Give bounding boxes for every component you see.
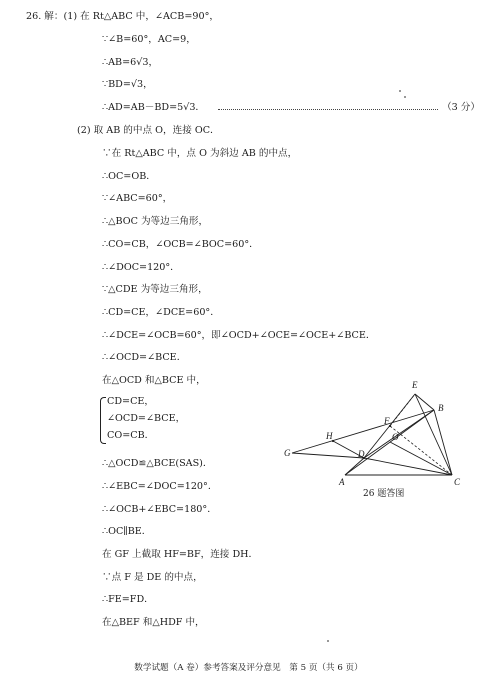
solution-line: ∴∠DCE=∠OCB=60°，即∠OCD+∠OCE=∠OCE+∠BCE． bbox=[102, 330, 376, 341]
geometry-figure bbox=[284, 374, 474, 503]
solution-line: ∴∠OCB+∠EBC=180°． bbox=[102, 504, 217, 515]
solution-line: 在 GF 上截取 HF=BF，连接 DH． bbox=[102, 549, 259, 560]
scan-speck bbox=[399, 90, 401, 92]
scan-speck bbox=[404, 96, 406, 98]
scan-speck bbox=[327, 640, 329, 642]
solution-line: ∵△CDE 为等边三角形， bbox=[102, 284, 208, 295]
solution-line: ∴AD=AB－BD=5√3． bbox=[102, 102, 206, 113]
solution-line: ∴CD=CE，∠DCE=60°． bbox=[102, 307, 220, 318]
solution-line: 在△OCD 和△BCE 中， bbox=[102, 375, 206, 386]
solution-line: ∵∠ABC=60°， bbox=[102, 193, 173, 204]
solution-line: ∴∠OCD=∠BCE． bbox=[102, 352, 187, 363]
label-g: G bbox=[284, 448, 291, 458]
solution-line: ∴CO=CB，∠OCB=∠BOC=60°． bbox=[102, 239, 259, 250]
label-f: F bbox=[384, 416, 390, 426]
score-label: （3 分） bbox=[442, 102, 480, 113]
segment-ab bbox=[345, 410, 434, 475]
label-a: A bbox=[339, 477, 345, 487]
label-c: C bbox=[454, 477, 461, 487]
solution-line: 26. 解：(1) 在 Rt△ABC 中，∠ACB=90°， bbox=[26, 11, 219, 22]
segment-oc bbox=[390, 442, 452, 475]
brace bbox=[100, 397, 106, 444]
solution-line: ∴AB=6√3， bbox=[102, 57, 159, 68]
score-note bbox=[218, 102, 480, 114]
segment-be bbox=[415, 394, 434, 410]
solution-line: ∵BD=√3， bbox=[102, 79, 153, 90]
dot-leader bbox=[218, 109, 438, 110]
solution-line: ∴OC=OB． bbox=[102, 171, 156, 182]
label-e: E bbox=[412, 380, 418, 390]
segment-ad bbox=[345, 458, 364, 475]
solution-line: (2) 取 AB 的中点 O，连接 OC． bbox=[77, 125, 220, 136]
figure-caption: 26 题答图 bbox=[363, 489, 405, 499]
label-h: H bbox=[326, 431, 333, 441]
segment-gd bbox=[292, 453, 364, 458]
solution-line: ∴△BOC 为等边三角形， bbox=[102, 216, 209, 227]
solution-line: ∴∠EBC=∠DOC=120°． bbox=[102, 481, 218, 492]
label-o: O bbox=[392, 432, 399, 442]
solution-line: ∵点 F 是 DE 的中点， bbox=[102, 572, 203, 583]
label-d: D bbox=[358, 449, 365, 459]
segment-ce bbox=[415, 394, 452, 475]
solution-line: ∵∠B=60°，AC=9， bbox=[102, 34, 196, 45]
solution-line: ∴OC∥BE． bbox=[102, 526, 152, 537]
page-footer: 数学试题（A 卷）参考答案及评分意见 第 5 页（共 6 页） bbox=[134, 663, 363, 673]
solution-line: ∴△OCD≌△BCE(SAS)． bbox=[102, 458, 213, 469]
solution-line: ∴∠DOC=120°． bbox=[102, 262, 180, 273]
label-b: B bbox=[438, 403, 444, 413]
solution-line: ∴FE=FD． bbox=[102, 594, 154, 605]
solution-line: ∵在 Rt△ABC 中，点 O 为斜边 AB 的中点， bbox=[102, 148, 298, 159]
system-line: ∠OCD=∠BCE， bbox=[107, 413, 186, 424]
system-line: CO=CB． bbox=[107, 430, 155, 441]
solution-line: 在△BEF 和△HDF 中， bbox=[102, 617, 205, 628]
segment-cd bbox=[364, 458, 452, 475]
system-line: CD=CE， bbox=[107, 396, 155, 407]
geometry-diagram bbox=[284, 374, 474, 499]
segment-gb bbox=[292, 410, 434, 453]
segment-db bbox=[364, 410, 434, 458]
